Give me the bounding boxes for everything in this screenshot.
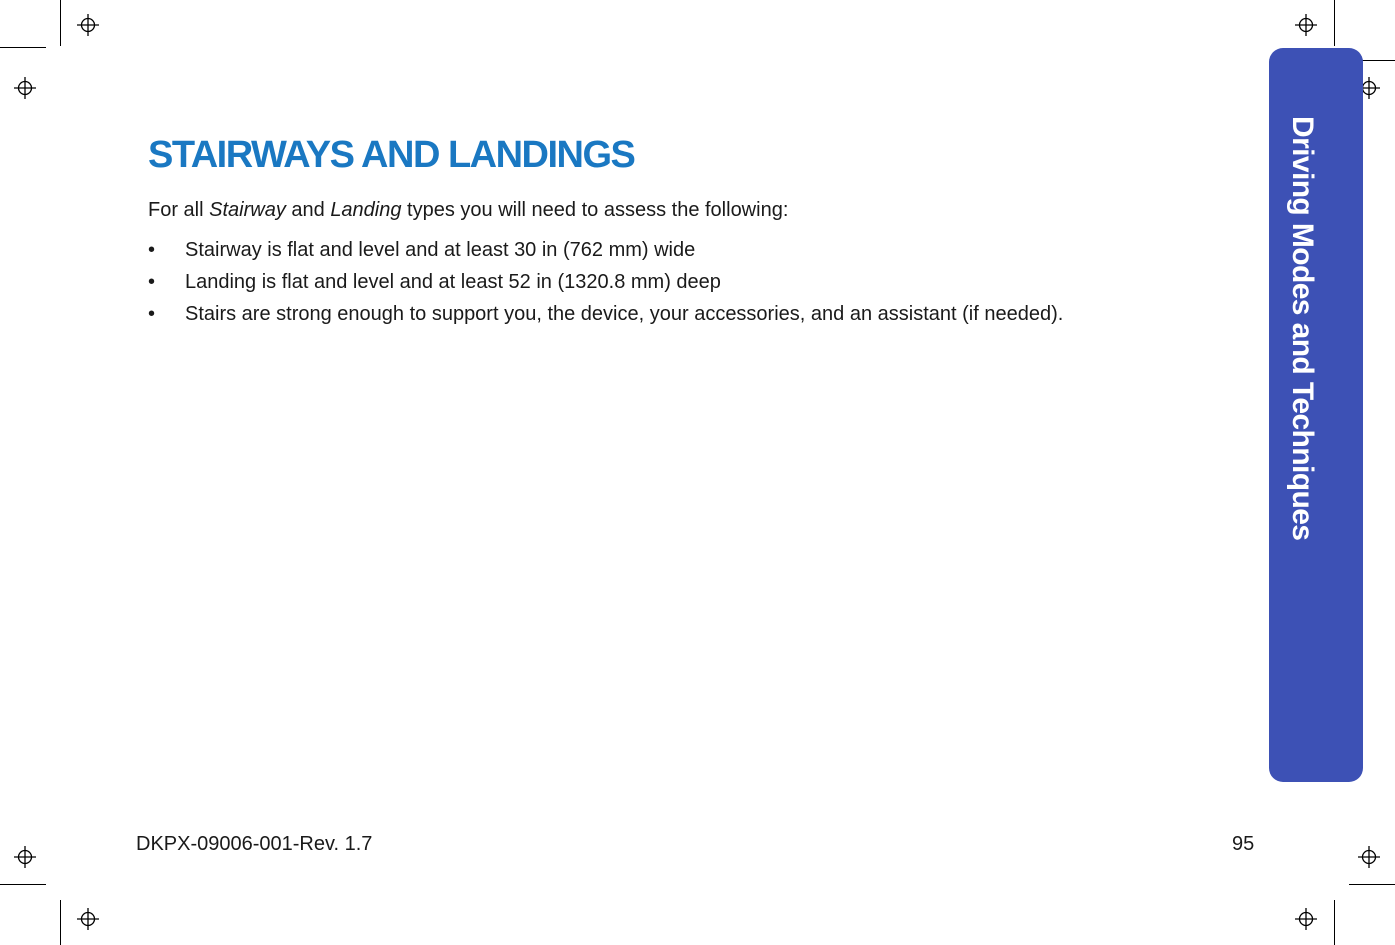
crop-mark-tr-v	[1334, 0, 1335, 46]
intro-mid: and	[285, 199, 331, 221]
list-item	[148, 300, 1063, 332]
intro-tail: types you will need to assess the following:	[401, 199, 789, 221]
page-number: 95	[1232, 833, 1255, 855]
bullet-icon: •	[148, 271, 156, 293]
bullet-icon: •	[148, 239, 156, 261]
registration-mark-icon	[77, 14, 99, 36]
crop-mark-tl-h	[0, 47, 46, 48]
intro-term-stairway: Stairway	[209, 199, 286, 221]
chapter-tab-label: Driving Modes and Techniques	[1286, 116, 1319, 541]
list-item-text: Stairway is flat and level and at least 30 in (762 mm) wide	[185, 239, 696, 261]
intro-lead: For all	[148, 199, 210, 221]
registration-mark-icon	[1295, 14, 1317, 36]
intro-term-landing: Landing	[330, 199, 402, 221]
crop-mark-br-h	[1349, 884, 1395, 885]
assessment-list	[148, 236, 1063, 332]
list-item-text: Landing is flat and level and at least 52 in (1320.8 mm) deep	[185, 271, 721, 293]
list-item	[148, 268, 1063, 300]
crop-mark-tl-v	[60, 0, 61, 46]
registration-mark-icon	[14, 77, 36, 99]
intro-paragraph	[148, 198, 788, 222]
registration-mark-icon	[14, 846, 36, 868]
registration-mark-icon	[1295, 908, 1317, 930]
section-title: STAIRWAYS AND LANDINGS	[148, 134, 635, 176]
registration-mark-icon	[77, 908, 99, 930]
crop-mark-bl-v	[60, 900, 61, 945]
document-number: DKPX-09006-001-Rev. 1.7	[136, 833, 373, 855]
crop-mark-bl-h	[0, 884, 46, 885]
registration-mark-icon	[1358, 846, 1380, 868]
list-item-text: Stairs are strong enough to support you, the device, your accessories, and an assistant (if needed).	[185, 303, 1064, 325]
list-item	[148, 236, 1063, 268]
bullet-icon: •	[148, 303, 156, 325]
crop-mark-br-v	[1334, 900, 1335, 945]
